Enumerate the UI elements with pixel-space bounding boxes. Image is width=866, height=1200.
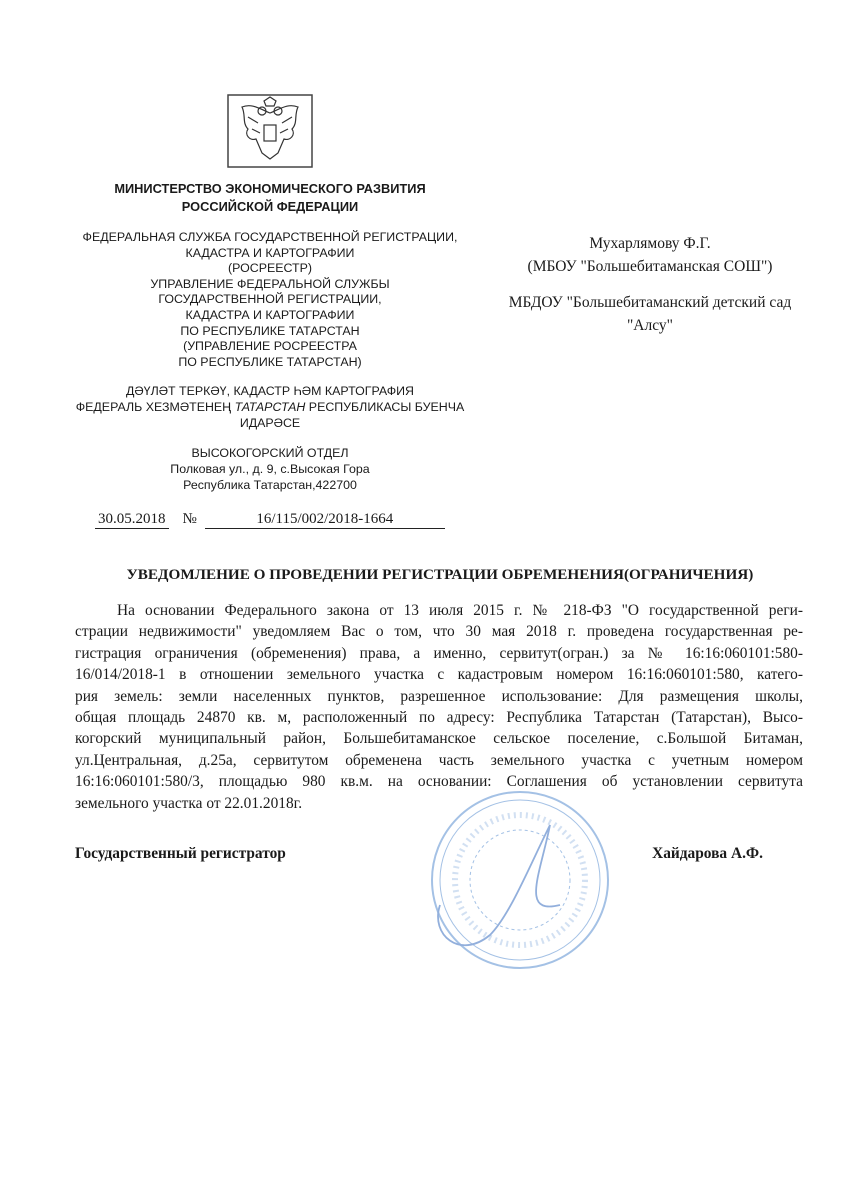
department-name: ВЫСОКОГОРСКИЙ ОТДЕЛ <box>191 446 349 461</box>
signature-row <box>75 845 803 863</box>
official-stamp-seal <box>420 785 620 975</box>
body-line: когорский муниципальный район, Большебитаманское сельское поселение, с.Большой Битаман, <box>75 730 803 748</box>
agency-line: ПО РЕСПУБЛИКЕ ТАТАРСТАН) <box>178 354 362 369</box>
body-line: 16/014/2018-1 в отношении земельного участка с кадастровым номером 16:16:060101:580, катего- <box>75 666 803 684</box>
recipient-block <box>470 232 830 337</box>
body-line: ул.Центральная, д.25а, сервитутом обременена часть земельного участка с учетным номером <box>75 751 803 769</box>
tatar-line: ДӘҮЛӘТ ТЕРКӘҮ, КАДАСТР ҺӘМ КАРТОГРАФИЯ <box>125 384 415 399</box>
tatar-line: ИДАРӘСЕ <box>239 415 301 430</box>
recipient-line: МБДОУ "Большебитаманский детский сад <box>508 294 792 311</box>
body-line: На основании Федерального закона от 13 июля 2015 г. № 218-ФЗ "О государственной реги- <box>117 602 803 619</box>
agency-line: КАДАСТРА И КАРТОГРАФИИ <box>185 245 355 260</box>
agency-line: ГОСУДАРСТВЕННОЙ РЕГИСТРАЦИИ, <box>158 292 382 307</box>
agency-line: ФЕДЕРАЛЬНАЯ СЛУЖБА ГОСУДАРСТВЕННОЙ РЕГИСТРАЦИИ, <box>82 230 458 244</box>
document-title: УВЕДОМЛЕНИЕ О ПРОВЕДЕНИИ РЕГИСТРАЦИИ ОБРЕМЕНЕНИЯ(ОГРАНИЧЕНИЯ) <box>126 566 754 583</box>
signatory-name: Хайдарова А.Ф. <box>652 845 763 862</box>
document-number: 16/115/002/2018-1664 <box>205 511 445 529</box>
body-line: общая площадь 24870 кв. м, расположенный по адресу: Республика Татарстан (Татарстан), Высо- <box>75 709 803 727</box>
agency-line: (УПРАВЛЕНИЕ РОСРЕЕСТРА <box>183 339 357 354</box>
agency-line: (РОСРЕЕСТР) <box>228 261 312 276</box>
number-sign: № <box>182 511 197 527</box>
document-date-number <box>95 511 445 529</box>
agency-line: УПРАВЛЕНИЕ ФЕДЕРАЛЬНОЙ СЛУЖБЫ <box>150 276 390 291</box>
agency-line: ПО РЕСПУБЛИКЕ ТАТАРСТАН <box>180 323 360 338</box>
tatar-text: ТАТАРСТАН <box>234 399 306 414</box>
tatar-text: РЕСПУБЛИКАСЫ БУЕНЧА <box>305 399 465 414</box>
recipient-line: Мухарлямову Ф.Г. <box>589 235 711 252</box>
body-line: 16:16:060101:580/3, площадью 980 кв.м. на основании: Соглашения об установлении сервитута <box>75 773 803 791</box>
recipient-line: "Алсу" <box>626 317 673 334</box>
document-body <box>75 600 803 814</box>
tatar-text: ФЕДЕРАЛЬ ХЕЗМӘТЕНЕҢ <box>75 399 235 414</box>
signatory-position: Государственный регистратор <box>75 845 286 862</box>
body-line: рия земель: земли населенных пунктов, разрешенное использование: Для размещения школы, <box>75 687 803 705</box>
department-address: Полковая ул., д. 9, с.Высокая Гора <box>170 462 370 477</box>
department-address: Республика Татарстан,422700 <box>183 478 357 493</box>
sender-header <box>70 180 470 493</box>
coat-of-arms-emblem <box>222 93 318 169</box>
body-line: земельного участка от 22.01.2018г. <box>75 794 303 812</box>
document-date: 30.05.2018 <box>95 511 169 529</box>
ministry-name: РОССИЙСКОЙ ФЕДЕРАЦИИ <box>181 199 359 214</box>
recipient-line: (МБОУ "Большебитаманская СОШ") <box>527 258 773 275</box>
body-line: гистрация ограничения (обременения) права, а именно, сервитут(огран.) за № 16:16:060101:580- <box>75 644 803 662</box>
agency-line: КАДАСТРА И КАРТОГРАФИИ <box>185 307 355 322</box>
ministry-name: МИНИСТЕРСТВО ЭКОНОМИЧЕСКОГО РАЗВИТИЯ <box>114 181 426 196</box>
tatar-line <box>70 400 470 416</box>
body-line: страции недвижимости" уведомляем Вас о том, что 30 мая 2018 г. проведена государственная ре- <box>75 623 803 641</box>
